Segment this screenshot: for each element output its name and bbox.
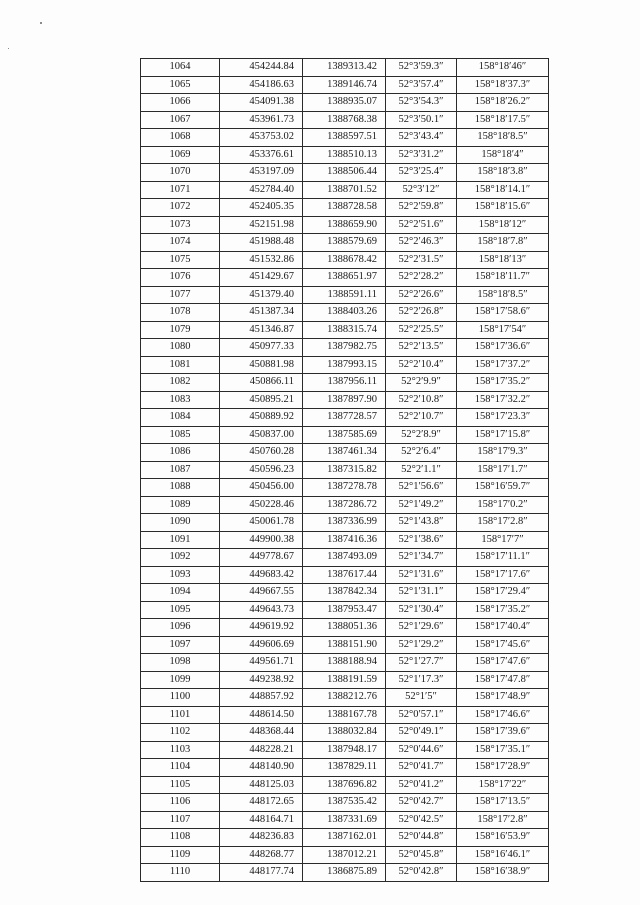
latitude-cell: 52°1′29.2″ bbox=[386, 636, 457, 654]
longitude-cell: 158°18′46″ bbox=[457, 59, 549, 77]
point-number-cell: 1085 bbox=[141, 426, 220, 444]
x-coordinate-cell: 454091.38 bbox=[220, 94, 303, 112]
longitude-cell: 158°17′15.8″ bbox=[457, 426, 549, 444]
longitude-cell: 158°18′14.1″ bbox=[457, 181, 549, 199]
longitude-cell: 158°16′46.1″ bbox=[457, 846, 549, 864]
point-number-cell: 1074 bbox=[141, 234, 220, 252]
latitude-cell: 52°0′42.5″ bbox=[386, 811, 457, 829]
longitude-cell: 158°17′9.3″ bbox=[457, 444, 549, 462]
table-row bbox=[141, 706, 549, 724]
point-number-cell: 1095 bbox=[141, 601, 220, 619]
longitude-cell: 158°17′40.4″ bbox=[457, 619, 549, 637]
table-row bbox=[141, 164, 549, 182]
y-coordinate-cell: 1387897.90 bbox=[303, 391, 386, 409]
point-number-cell: 1076 bbox=[141, 269, 220, 287]
y-coordinate-cell: 1386875.89 bbox=[303, 864, 386, 882]
point-number-cell: 1089 bbox=[141, 496, 220, 514]
x-coordinate-cell: 449900.38 bbox=[220, 531, 303, 549]
y-coordinate-cell: 1387696.82 bbox=[303, 776, 386, 794]
point-number-cell: 1098 bbox=[141, 654, 220, 672]
point-number-cell: 1103 bbox=[141, 741, 220, 759]
point-number-cell: 1108 bbox=[141, 829, 220, 847]
table-row bbox=[141, 461, 549, 479]
x-coordinate-cell: 453961.73 bbox=[220, 111, 303, 129]
table-row bbox=[141, 129, 549, 147]
y-coordinate-cell: 1387461.34 bbox=[303, 444, 386, 462]
table-row bbox=[141, 216, 549, 234]
table-row bbox=[141, 356, 549, 374]
table-row bbox=[141, 339, 549, 357]
longitude-cell: 158°18′26.2″ bbox=[457, 94, 549, 112]
x-coordinate-cell: 448268.77 bbox=[220, 846, 303, 864]
y-coordinate-cell: 1388188.94 bbox=[303, 654, 386, 672]
table-row bbox=[141, 549, 549, 567]
x-coordinate-cell: 449561.71 bbox=[220, 654, 303, 672]
longitude-cell: 158°18′11.7″ bbox=[457, 269, 549, 287]
y-coordinate-cell: 1388510.13 bbox=[303, 146, 386, 164]
table-row bbox=[141, 566, 549, 584]
longitude-cell: 158°16′59.7″ bbox=[457, 479, 549, 497]
table-row bbox=[141, 409, 549, 427]
point-number-cell: 1070 bbox=[141, 164, 220, 182]
longitude-cell: 158°18′7.8″ bbox=[457, 234, 549, 252]
longitude-cell: 158°17′2.8″ bbox=[457, 811, 549, 829]
point-number-cell: 1092 bbox=[141, 549, 220, 567]
x-coordinate-cell: 453197.09 bbox=[220, 164, 303, 182]
y-coordinate-cell: 1389146.74 bbox=[303, 76, 386, 94]
table-row bbox=[141, 776, 549, 794]
table-row bbox=[141, 146, 549, 164]
latitude-cell: 52°0′57.1″ bbox=[386, 706, 457, 724]
y-coordinate-cell: 1387315.82 bbox=[303, 461, 386, 479]
latitude-cell: 52°2′26.6″ bbox=[386, 286, 457, 304]
table-row bbox=[141, 601, 549, 619]
latitude-cell: 52°1′30.4″ bbox=[386, 601, 457, 619]
point-number-cell: 1075 bbox=[141, 251, 220, 269]
x-coordinate-cell: 450596.23 bbox=[220, 461, 303, 479]
longitude-cell: 158°18′8.5″ bbox=[457, 129, 549, 147]
x-coordinate-cell: 450456.00 bbox=[220, 479, 303, 497]
x-coordinate-cell: 448228.21 bbox=[220, 741, 303, 759]
y-coordinate-cell: 1387953.47 bbox=[303, 601, 386, 619]
latitude-cell: 52°3′50.1″ bbox=[386, 111, 457, 129]
latitude-cell: 52°1′49.2″ bbox=[386, 496, 457, 514]
table-row bbox=[141, 794, 549, 812]
table-row bbox=[141, 94, 549, 112]
latitude-cell: 52°0′42.7″ bbox=[386, 794, 457, 812]
longitude-cell: 158°17′48.9″ bbox=[457, 689, 549, 707]
y-coordinate-cell: 1387829.11 bbox=[303, 759, 386, 777]
x-coordinate-cell: 448140.90 bbox=[220, 759, 303, 777]
y-coordinate-cell: 1388151.90 bbox=[303, 636, 386, 654]
table-row bbox=[141, 864, 549, 882]
table-row bbox=[141, 426, 549, 444]
latitude-cell: 52°2′1.1″ bbox=[386, 461, 457, 479]
y-coordinate-cell: 1388728.58 bbox=[303, 199, 386, 217]
point-number-cell: 1088 bbox=[141, 479, 220, 497]
point-number-cell: 1109 bbox=[141, 846, 220, 864]
x-coordinate-cell: 454244.84 bbox=[220, 59, 303, 77]
y-coordinate-cell: 1387493.09 bbox=[303, 549, 386, 567]
table-row bbox=[141, 531, 549, 549]
longitude-cell: 158°17′13.5″ bbox=[457, 794, 549, 812]
latitude-cell: 52°3′54.3″ bbox=[386, 94, 457, 112]
longitude-cell: 158°17′0.2″ bbox=[457, 496, 549, 514]
y-coordinate-cell: 1388506.44 bbox=[303, 164, 386, 182]
latitude-cell: 52°0′42.8″ bbox=[386, 864, 457, 882]
longitude-cell: 158°18′3.8″ bbox=[457, 164, 549, 182]
table-row bbox=[141, 479, 549, 497]
point-number-cell: 1072 bbox=[141, 199, 220, 217]
longitude-cell: 158°16′38.9″ bbox=[457, 864, 549, 882]
longitude-cell: 158°17′36.6″ bbox=[457, 339, 549, 357]
y-coordinate-cell: 1388315.74 bbox=[303, 321, 386, 339]
latitude-cell: 52°2′10.8″ bbox=[386, 391, 457, 409]
x-coordinate-cell: 451532.86 bbox=[220, 251, 303, 269]
longitude-cell: 158°18′4″ bbox=[457, 146, 549, 164]
y-coordinate-cell: 1388212.76 bbox=[303, 689, 386, 707]
table-row bbox=[141, 269, 549, 287]
latitude-cell: 52°1′31.1″ bbox=[386, 584, 457, 602]
latitude-cell: 52°2′8.9″ bbox=[386, 426, 457, 444]
y-coordinate-cell: 1388403.26 bbox=[303, 304, 386, 322]
latitude-cell: 52°1′17.3″ bbox=[386, 671, 457, 689]
point-number-cell: 1086 bbox=[141, 444, 220, 462]
table-row bbox=[141, 59, 549, 77]
x-coordinate-cell: 449619.92 bbox=[220, 619, 303, 637]
table-row bbox=[141, 741, 549, 759]
x-coordinate-cell: 449683.42 bbox=[220, 566, 303, 584]
latitude-cell: 52°1′34.7″ bbox=[386, 549, 457, 567]
x-coordinate-cell: 451988.48 bbox=[220, 234, 303, 252]
x-coordinate-cell: 454186.63 bbox=[220, 76, 303, 94]
longitude-cell: 158°17′54″ bbox=[457, 321, 549, 339]
longitude-cell: 158°18′17.5″ bbox=[457, 111, 549, 129]
x-coordinate-cell: 451379.40 bbox=[220, 286, 303, 304]
point-number-cell: 1066 bbox=[141, 94, 220, 112]
x-coordinate-cell: 449667.55 bbox=[220, 584, 303, 602]
x-coordinate-cell: 448172.65 bbox=[220, 794, 303, 812]
longitude-cell: 158°17′58.6″ bbox=[457, 304, 549, 322]
x-coordinate-cell: 449606.69 bbox=[220, 636, 303, 654]
latitude-cell: 52°2′25.5″ bbox=[386, 321, 457, 339]
y-coordinate-cell: 1387956.11 bbox=[303, 374, 386, 392]
longitude-cell: 158°18′15.6″ bbox=[457, 199, 549, 217]
y-coordinate-cell: 1388591.11 bbox=[303, 286, 386, 304]
table-row bbox=[141, 724, 549, 742]
point-number-cell: 1105 bbox=[141, 776, 220, 794]
table-row bbox=[141, 584, 549, 602]
table-row bbox=[141, 321, 549, 339]
coordinates-table-body bbox=[141, 59, 549, 882]
point-number-cell: 1106 bbox=[141, 794, 220, 812]
table-row bbox=[141, 181, 549, 199]
point-number-cell: 1073 bbox=[141, 216, 220, 234]
y-coordinate-cell: 1387993.15 bbox=[303, 356, 386, 374]
y-coordinate-cell: 1388191.59 bbox=[303, 671, 386, 689]
point-number-cell: 1091 bbox=[141, 531, 220, 549]
latitude-cell: 52°3′57.4″ bbox=[386, 76, 457, 94]
longitude-cell: 158°17′2.8″ bbox=[457, 514, 549, 532]
latitude-cell: 52°1′5″ bbox=[386, 689, 457, 707]
x-coordinate-cell: 450837.00 bbox=[220, 426, 303, 444]
table-row bbox=[141, 759, 549, 777]
x-coordinate-cell: 451429.67 bbox=[220, 269, 303, 287]
table-row bbox=[141, 514, 549, 532]
x-coordinate-cell: 451387.34 bbox=[220, 304, 303, 322]
point-number-cell: 1079 bbox=[141, 321, 220, 339]
latitude-cell: 52°3′12″ bbox=[386, 181, 457, 199]
latitude-cell: 52°1′31.6″ bbox=[386, 566, 457, 584]
longitude-cell: 158°17′23.3″ bbox=[457, 409, 549, 427]
point-number-cell: 1101 bbox=[141, 706, 220, 724]
latitude-cell: 52°2′6.4″ bbox=[386, 444, 457, 462]
table-row bbox=[141, 374, 549, 392]
latitude-cell: 52°2′10.4″ bbox=[386, 356, 457, 374]
point-number-cell: 1064 bbox=[141, 59, 220, 77]
x-coordinate-cell: 449238.92 bbox=[220, 671, 303, 689]
y-coordinate-cell: 1388659.90 bbox=[303, 216, 386, 234]
point-number-cell: 1094 bbox=[141, 584, 220, 602]
point-number-cell: 1069 bbox=[141, 146, 220, 164]
x-coordinate-cell: 453376.61 bbox=[220, 146, 303, 164]
point-number-cell: 1067 bbox=[141, 111, 220, 129]
table-row bbox=[141, 76, 549, 94]
latitude-cell: 52°2′26.8″ bbox=[386, 304, 457, 322]
scan-speck bbox=[8, 48, 9, 49]
latitude-cell: 52°1′43.8″ bbox=[386, 514, 457, 532]
x-coordinate-cell: 452405.35 bbox=[220, 199, 303, 217]
longitude-cell: 158°17′46.6″ bbox=[457, 706, 549, 724]
table-row bbox=[141, 496, 549, 514]
table-row bbox=[141, 111, 549, 129]
point-number-cell: 1082 bbox=[141, 374, 220, 392]
x-coordinate-cell: 450977.33 bbox=[220, 339, 303, 357]
y-coordinate-cell: 1387585.69 bbox=[303, 426, 386, 444]
point-number-cell: 1090 bbox=[141, 514, 220, 532]
point-number-cell: 1093 bbox=[141, 566, 220, 584]
x-coordinate-cell: 451346.87 bbox=[220, 321, 303, 339]
latitude-cell: 52°2′51.6″ bbox=[386, 216, 457, 234]
x-coordinate-cell: 448164.71 bbox=[220, 811, 303, 829]
y-coordinate-cell: 1387617.44 bbox=[303, 566, 386, 584]
longitude-cell: 158°17′35.2″ bbox=[457, 601, 549, 619]
longitude-cell: 158°17′28.9″ bbox=[457, 759, 549, 777]
x-coordinate-cell: 450895.21 bbox=[220, 391, 303, 409]
point-number-cell: 1077 bbox=[141, 286, 220, 304]
y-coordinate-cell: 1387286.72 bbox=[303, 496, 386, 514]
latitude-cell: 52°2′9.9″ bbox=[386, 374, 457, 392]
y-coordinate-cell: 1387336.99 bbox=[303, 514, 386, 532]
y-coordinate-cell: 1388032.84 bbox=[303, 724, 386, 742]
point-number-cell: 1078 bbox=[141, 304, 220, 322]
x-coordinate-cell: 450866.11 bbox=[220, 374, 303, 392]
point-number-cell: 1065 bbox=[141, 76, 220, 94]
latitude-cell: 52°3′25.4″ bbox=[386, 164, 457, 182]
x-coordinate-cell: 449778.67 bbox=[220, 549, 303, 567]
latitude-cell: 52°2′46.3″ bbox=[386, 234, 457, 252]
table-row bbox=[141, 251, 549, 269]
point-number-cell: 1087 bbox=[141, 461, 220, 479]
y-coordinate-cell: 1387416.36 bbox=[303, 531, 386, 549]
x-coordinate-cell: 448368.44 bbox=[220, 724, 303, 742]
y-coordinate-cell: 1388051.36 bbox=[303, 619, 386, 637]
point-number-cell: 1081 bbox=[141, 356, 220, 374]
longitude-cell: 158°18′12″ bbox=[457, 216, 549, 234]
y-coordinate-cell: 1387012.21 bbox=[303, 846, 386, 864]
x-coordinate-cell: 448614.50 bbox=[220, 706, 303, 724]
y-coordinate-cell: 1387842.34 bbox=[303, 584, 386, 602]
x-coordinate-cell: 448177.74 bbox=[220, 864, 303, 882]
latitude-cell: 52°0′49.1″ bbox=[386, 724, 457, 742]
y-coordinate-cell: 1387982.75 bbox=[303, 339, 386, 357]
table-row bbox=[141, 286, 549, 304]
point-number-cell: 1097 bbox=[141, 636, 220, 654]
point-number-cell: 1071 bbox=[141, 181, 220, 199]
longitude-cell: 158°17′37.2″ bbox=[457, 356, 549, 374]
table-row bbox=[141, 689, 549, 707]
longitude-cell: 158°17′17.6″ bbox=[457, 566, 549, 584]
scan-speck bbox=[40, 22, 42, 24]
longitude-cell: 158°17′32.2″ bbox=[457, 391, 549, 409]
longitude-cell: 158°17′45.6″ bbox=[457, 636, 549, 654]
latitude-cell: 52°3′59.3″ bbox=[386, 59, 457, 77]
y-coordinate-cell: 1388678.42 bbox=[303, 251, 386, 269]
longitude-cell: 158°17′7″ bbox=[457, 531, 549, 549]
point-number-cell: 1104 bbox=[141, 759, 220, 777]
x-coordinate-cell: 450061.78 bbox=[220, 514, 303, 532]
y-coordinate-cell: 1389313.42 bbox=[303, 59, 386, 77]
latitude-cell: 52°1′56.6″ bbox=[386, 479, 457, 497]
latitude-cell: 52°1′27.7″ bbox=[386, 654, 457, 672]
x-coordinate-cell: 448125.03 bbox=[220, 776, 303, 794]
y-coordinate-cell: 1388579.69 bbox=[303, 234, 386, 252]
y-coordinate-cell: 1388768.38 bbox=[303, 111, 386, 129]
table-row bbox=[141, 304, 549, 322]
y-coordinate-cell: 1388701.52 bbox=[303, 181, 386, 199]
y-coordinate-cell: 1388935.07 bbox=[303, 94, 386, 112]
longitude-cell: 158°17′35.1″ bbox=[457, 741, 549, 759]
x-coordinate-cell: 448236.83 bbox=[220, 829, 303, 847]
table-row bbox=[141, 654, 549, 672]
y-coordinate-cell: 1387535.42 bbox=[303, 794, 386, 812]
latitude-cell: 52°0′45.8″ bbox=[386, 846, 457, 864]
y-coordinate-cell: 1388597.51 bbox=[303, 129, 386, 147]
table-row bbox=[141, 671, 549, 689]
y-coordinate-cell: 1387331.69 bbox=[303, 811, 386, 829]
point-number-cell: 1080 bbox=[141, 339, 220, 357]
point-number-cell: 1102 bbox=[141, 724, 220, 742]
point-number-cell: 1107 bbox=[141, 811, 220, 829]
latitude-cell: 52°1′38.6″ bbox=[386, 531, 457, 549]
longitude-cell: 158°17′22″ bbox=[457, 776, 549, 794]
longitude-cell: 158°17′47.8″ bbox=[457, 671, 549, 689]
point-number-cell: 1099 bbox=[141, 671, 220, 689]
x-coordinate-cell: 450889.92 bbox=[220, 409, 303, 427]
point-number-cell: 1084 bbox=[141, 409, 220, 427]
longitude-cell: 158°17′29.4″ bbox=[457, 584, 549, 602]
latitude-cell: 52°0′44.8″ bbox=[386, 829, 457, 847]
x-coordinate-cell: 452784.40 bbox=[220, 181, 303, 199]
longitude-cell: 158°17′1.7″ bbox=[457, 461, 549, 479]
table-row bbox=[141, 829, 549, 847]
latitude-cell: 52°0′44.6″ bbox=[386, 741, 457, 759]
point-number-cell: 1083 bbox=[141, 391, 220, 409]
longitude-cell: 158°17′39.6″ bbox=[457, 724, 549, 742]
table-row bbox=[141, 391, 549, 409]
point-number-cell: 1100 bbox=[141, 689, 220, 707]
point-number-cell: 1096 bbox=[141, 619, 220, 637]
table-row bbox=[141, 636, 549, 654]
longitude-cell: 158°18′37.3″ bbox=[457, 76, 549, 94]
table-row bbox=[141, 619, 549, 637]
point-number-cell: 1068 bbox=[141, 129, 220, 147]
longitude-cell: 158°18′8.5″ bbox=[457, 286, 549, 304]
x-coordinate-cell: 453753.02 bbox=[220, 129, 303, 147]
latitude-cell: 52°3′31.2″ bbox=[386, 146, 457, 164]
x-coordinate-cell: 450228.46 bbox=[220, 496, 303, 514]
y-coordinate-cell: 1387278.78 bbox=[303, 479, 386, 497]
x-coordinate-cell: 450881.98 bbox=[220, 356, 303, 374]
x-coordinate-cell: 449643.73 bbox=[220, 601, 303, 619]
x-coordinate-cell: 450760.28 bbox=[220, 444, 303, 462]
longitude-cell: 158°17′11.1″ bbox=[457, 549, 549, 567]
latitude-cell: 52°0′41.7″ bbox=[386, 759, 457, 777]
latitude-cell: 52°2′28.2″ bbox=[386, 269, 457, 287]
table-row bbox=[141, 234, 549, 252]
longitude-cell: 158°17′47.6″ bbox=[457, 654, 549, 672]
longitude-cell: 158°16′53.9″ bbox=[457, 829, 549, 847]
y-coordinate-cell: 1388167.78 bbox=[303, 706, 386, 724]
x-coordinate-cell: 452151.98 bbox=[220, 216, 303, 234]
y-coordinate-cell: 1388651.97 bbox=[303, 269, 386, 287]
coordinates-table bbox=[140, 58, 549, 882]
latitude-cell: 52°2′10.7″ bbox=[386, 409, 457, 427]
table-row bbox=[141, 811, 549, 829]
longitude-cell: 158°17′35.2″ bbox=[457, 374, 549, 392]
y-coordinate-cell: 1387162.01 bbox=[303, 829, 386, 847]
latitude-cell: 52°2′13.5″ bbox=[386, 339, 457, 357]
x-coordinate-cell: 448857.92 bbox=[220, 689, 303, 707]
y-coordinate-cell: 1387728.57 bbox=[303, 409, 386, 427]
longitude-cell: 158°18′13″ bbox=[457, 251, 549, 269]
latitude-cell: 52°3′43.4″ bbox=[386, 129, 457, 147]
latitude-cell: 52°2′31.5″ bbox=[386, 251, 457, 269]
latitude-cell: 52°0′41.2″ bbox=[386, 776, 457, 794]
latitude-cell: 52°2′59.8″ bbox=[386, 199, 457, 217]
table-row bbox=[141, 444, 549, 462]
table-row bbox=[141, 846, 549, 864]
table-row bbox=[141, 199, 549, 217]
y-coordinate-cell: 1387948.17 bbox=[303, 741, 386, 759]
point-number-cell: 1110 bbox=[141, 864, 220, 882]
latitude-cell: 52°1′29.6″ bbox=[386, 619, 457, 637]
